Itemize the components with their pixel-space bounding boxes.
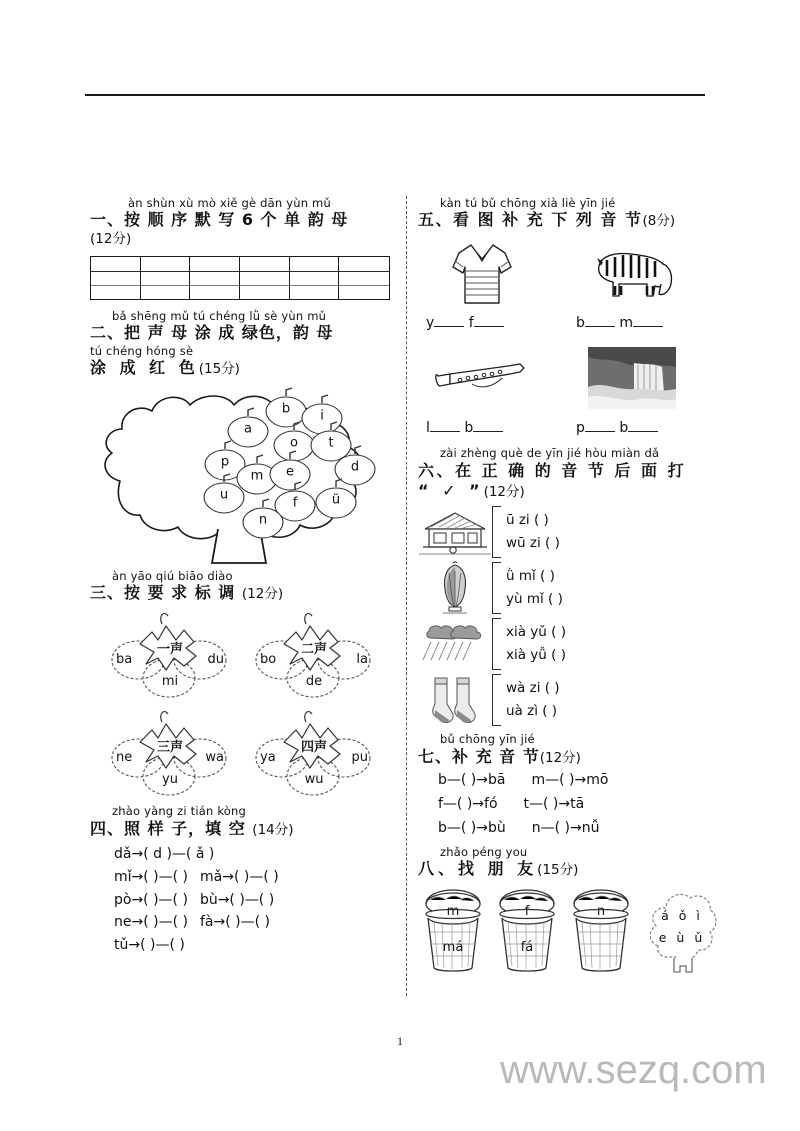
grid-cell[interactable] (240, 257, 290, 299)
apple-letter[interactable]: m (250, 468, 264, 484)
syllable-item[interactable]: f—( )→fó (438, 796, 498, 813)
section-7-pinyin: bǔ chōng yīn jié (440, 732, 535, 747)
page-number: 1 (397, 1034, 403, 1048)
blank-line[interactable] (585, 314, 615, 327)
section-8-title (418, 859, 718, 880)
fill-item[interactable]: fà→( )—( ) (199, 914, 270, 931)
section-5-pictures (418, 236, 718, 436)
flower-syllable-bottom[interactable]: de (305, 674, 323, 690)
picture-row (418, 341, 718, 436)
apple-letter[interactable]: i (320, 408, 324, 424)
syllable-item[interactable]: b—( )→bā (438, 772, 506, 789)
section-8-pinyin: zhǎo péng you (440, 844, 528, 859)
grid-cell[interactable] (339, 257, 389, 299)
option-brace (492, 618, 501, 670)
section-3-title (90, 583, 398, 604)
check-row (418, 674, 718, 726)
blank-line[interactable] (434, 314, 464, 327)
section-6-rows (418, 506, 718, 726)
section-2-title-2-text: 涂 成 红 色 (90, 358, 199, 378)
section-5-points: (8分) (642, 213, 676, 230)
left-column (90, 196, 398, 957)
option[interactable]: xià yǚ ( ) (506, 647, 566, 664)
section-1-answer-grid[interactable] (90, 256, 390, 300)
flower-syllable-left[interactable]: ya (260, 750, 276, 766)
apple-tree-drawing (90, 385, 390, 567)
blank-line[interactable] (473, 419, 503, 432)
section-1-pinyin: àn shùn xù mò xiě gè dān yùn mǔ (128, 196, 331, 210)
section-6-points: (12分) (483, 484, 525, 501)
flower-syllable-right[interactable]: du (207, 652, 224, 668)
tone-flower[interactable] (254, 608, 374, 700)
flower-syllable-left[interactable]: ba (116, 652, 133, 668)
option[interactable]: wà zi ( ) (506, 679, 560, 696)
section-2-title-2 (90, 358, 398, 379)
fill-row[interactable] (114, 866, 398, 889)
check-row (418, 562, 718, 614)
apple-letter[interactable]: p (220, 454, 230, 470)
waterfall-icon (568, 341, 696, 415)
rain-icon (418, 618, 492, 670)
blank-prefix: l (426, 420, 430, 437)
right-column (418, 196, 718, 988)
apple-letter[interactable]: n (258, 512, 268, 528)
section-2-pinyin-1: bǎ shēng mǔ tú chéng lǜ sè yùn mǔ (112, 308, 327, 323)
section-8 (418, 845, 718, 988)
picture-cell (418, 236, 546, 331)
zebra-icon (568, 236, 696, 310)
blank-line[interactable] (585, 419, 615, 432)
section-1-title-text: 一、按 顺 序 默 写 6 个 单 韵 母 (90, 210, 349, 230)
blank-pair[interactable] (418, 419, 546, 436)
blank-prefix: b (464, 420, 474, 437)
flower-syllable-bottom[interactable]: mi (161, 674, 179, 690)
section-6 (418, 446, 718, 726)
basket-syllable[interactable]: má (442, 939, 464, 955)
finals-row-2[interactable]: e ù ǔ (658, 929, 706, 945)
apple-letter[interactable]: t (328, 435, 334, 451)
fill-row[interactable] (114, 911, 398, 934)
section-5-title-text: 五、看 图 补 充 下 列 音 节 (418, 210, 643, 230)
section-2-title-1: 二、把 声 母 涂 成 绿色，韵 母 (90, 323, 334, 343)
header-rule (85, 94, 705, 96)
section-2 (90, 309, 398, 567)
flower-syllable-right[interactable]: la (356, 652, 368, 668)
apple-letter[interactable]: u (219, 487, 229, 503)
section-3 (90, 569, 398, 804)
fill-item[interactable]: mǎ→( )—( ) (200, 869, 279, 886)
picture-cell (418, 341, 546, 436)
tone-flower[interactable] (110, 608, 230, 700)
section-6-title-2 (418, 481, 718, 502)
section-8-points: (15分) (537, 862, 579, 879)
fill-example[interactable]: dǎ→( d )—( ǎ ) (114, 846, 215, 863)
option-brace (492, 562, 501, 614)
apple-letter[interactable]: e (286, 464, 294, 480)
section-4-rows (90, 843, 398, 956)
house-icon (418, 506, 492, 558)
flower-syllable-right[interactable]: pu (351, 750, 368, 766)
option[interactable]: wū zi ( ) (506, 535, 560, 552)
flower-syllable-left[interactable]: bo (260, 652, 277, 668)
basket[interactable] (570, 888, 632, 974)
basket[interactable] (496, 888, 558, 974)
blank-prefix: b (619, 420, 629, 437)
flower-syllable-bottom[interactable]: yu (162, 772, 178, 788)
syllable-item[interactable]: n—( )→nǚ (531, 819, 600, 836)
flower-syllable-bottom[interactable]: wu (304, 772, 324, 788)
apple-tree-figure (90, 385, 390, 567)
blank-prefix: f (468, 315, 474, 332)
syllable-item[interactable]: t—( )→tā (523, 796, 585, 813)
clarinet-icon (418, 341, 546, 415)
section-1-points: (12分) (90, 231, 132, 248)
blank-pair[interactable] (568, 314, 696, 331)
flower-tone-label: 二声 (300, 642, 328, 658)
blank-line[interactable] (430, 419, 460, 432)
fill-item[interactable]: ne→( )—( ) (114, 914, 188, 931)
section-5 (418, 196, 718, 436)
syllable-item[interactable]: m—( )→mō (531, 772, 609, 789)
blank-line[interactable] (633, 314, 663, 327)
fill-item[interactable]: mǐ→( )—( ) (114, 869, 189, 886)
blank-line[interactable] (474, 314, 504, 327)
blank-pair[interactable] (418, 314, 546, 331)
blank-prefix: y (426, 315, 435, 332)
section-1-title (90, 210, 398, 231)
apple-letter[interactable]: a (244, 421, 252, 437)
section-8-title-text: 八、找 朋 友 (418, 859, 538, 879)
basket-initial[interactable]: f (524, 903, 530, 919)
apple-letter[interactable]: ü (331, 492, 341, 508)
syllable-row[interactable] (438, 793, 718, 817)
basket-initial[interactable]: m (446, 903, 460, 919)
option-brace (492, 674, 501, 726)
flower-tone-label: 三声 (156, 740, 184, 756)
section-6-title-1: 六、在 正 确 的 音 节 后 面 打 (418, 460, 687, 480)
apple-letter[interactable]: d (350, 459, 360, 475)
apple-letter[interactable]: f (292, 495, 298, 511)
section-7-points: (12分) (539, 749, 581, 766)
syllable-row[interactable] (438, 769, 718, 793)
fill-row[interactable] (114, 889, 398, 912)
flower-syllable-right[interactable]: wa (205, 750, 224, 766)
baskets-figure (418, 888, 718, 988)
watermark: www.sezq.com (500, 1048, 767, 1092)
option-brace (492, 506, 501, 558)
blank-line[interactable] (628, 419, 658, 432)
tone-flowers-figure (90, 608, 390, 804)
section-4 (90, 804, 398, 957)
option-group[interactable] (506, 565, 563, 611)
section-7-title-text: 七、补 充 音 节 (418, 746, 540, 766)
finals-row-1[interactable]: á ǒ ì (661, 907, 703, 923)
grid-cell[interactable] (190, 257, 240, 299)
option[interactable]: xià yǔ ( ) (506, 623, 566, 640)
corn-icon (418, 562, 492, 614)
section-3-pinyin: àn yāo qiú biāo diào (112, 569, 233, 584)
option[interactable]: ǜ mǐ ( ) (506, 567, 555, 584)
blank-prefix: b (576, 315, 585, 332)
fill-item[interactable]: bù→( )—( ) (199, 891, 275, 908)
section-6-pinyin: zài zhèng què de yīn jié hòu miàn dǎ (440, 446, 660, 461)
section-5-pinyin: kàn tú bǔ chōng xià liè yīn jié (440, 196, 616, 210)
grid-cell[interactable] (290, 257, 340, 299)
check-mark-instruction: “ ✓ ” (418, 481, 484, 501)
basket-initial[interactable]: n (596, 903, 606, 919)
syllable-row[interactable] (438, 817, 718, 841)
blank-prefix: p (576, 420, 585, 437)
basket-syllable[interactable]: fá (520, 939, 534, 955)
tone-flower[interactable] (110, 706, 230, 798)
flower-tone-label: 四声 (300, 740, 328, 756)
tone-flower[interactable] (254, 706, 374, 798)
flower-syllable-left[interactable]: ne (116, 750, 133, 766)
apple-letter[interactable]: b (281, 401, 291, 417)
section-2-pinyin-2: tú chéng hóng sè (90, 343, 194, 358)
section-2-points: (15分) (198, 361, 240, 378)
tshirt-icon (418, 236, 546, 310)
section-4-pinyin: zhào yàng zi tián kòng (112, 804, 247, 819)
picture-cell (568, 341, 696, 436)
fill-example-row[interactable] (114, 843, 398, 866)
section-4-title (90, 819, 398, 840)
picture-cell (568, 236, 696, 331)
option-group[interactable] (506, 621, 566, 667)
fill-item[interactable]: pò→( )—( ) (114, 891, 188, 908)
grid-cell[interactable] (141, 257, 191, 299)
option[interactable]: ū zi ( ) (506, 511, 549, 528)
column-divider (406, 196, 407, 996)
blank-prefix: m (619, 315, 633, 332)
syllable-item[interactable]: b—( )→bù (438, 819, 506, 836)
grid-cell[interactable] (91, 257, 141, 299)
flower-tone-label: 一声 (156, 642, 184, 658)
option-group[interactable] (506, 509, 560, 555)
fill-row[interactable] (114, 934, 398, 957)
socks-icon (418, 674, 492, 726)
option-group[interactable] (506, 677, 560, 723)
section-3-points: (12分) (241, 586, 284, 603)
section-4-points: (14分) (252, 821, 294, 838)
section-5-title (418, 210, 718, 231)
section-7-rows (418, 769, 718, 840)
apple-letter[interactable]: o (290, 435, 298, 451)
picture-row (418, 236, 718, 331)
blank-pair[interactable] (568, 419, 696, 436)
section-7-title (418, 747, 718, 768)
check-row (418, 618, 718, 670)
option[interactable]: uà zì ( ) (506, 703, 558, 720)
fill-item[interactable]: tǔ→( )—( ) (114, 937, 185, 954)
basket[interactable] (422, 888, 484, 974)
section-3-title-text: 三、按 要 求 标 调 (90, 583, 236, 603)
section-1 (90, 196, 398, 300)
check-row (418, 506, 718, 558)
option[interactable]: yù mǐ ( ) (506, 591, 563, 608)
section-4-title-text: 四、照 样 子，填 空 (90, 818, 246, 838)
section-7 (418, 732, 718, 841)
finals-tree[interactable] (646, 888, 718, 980)
